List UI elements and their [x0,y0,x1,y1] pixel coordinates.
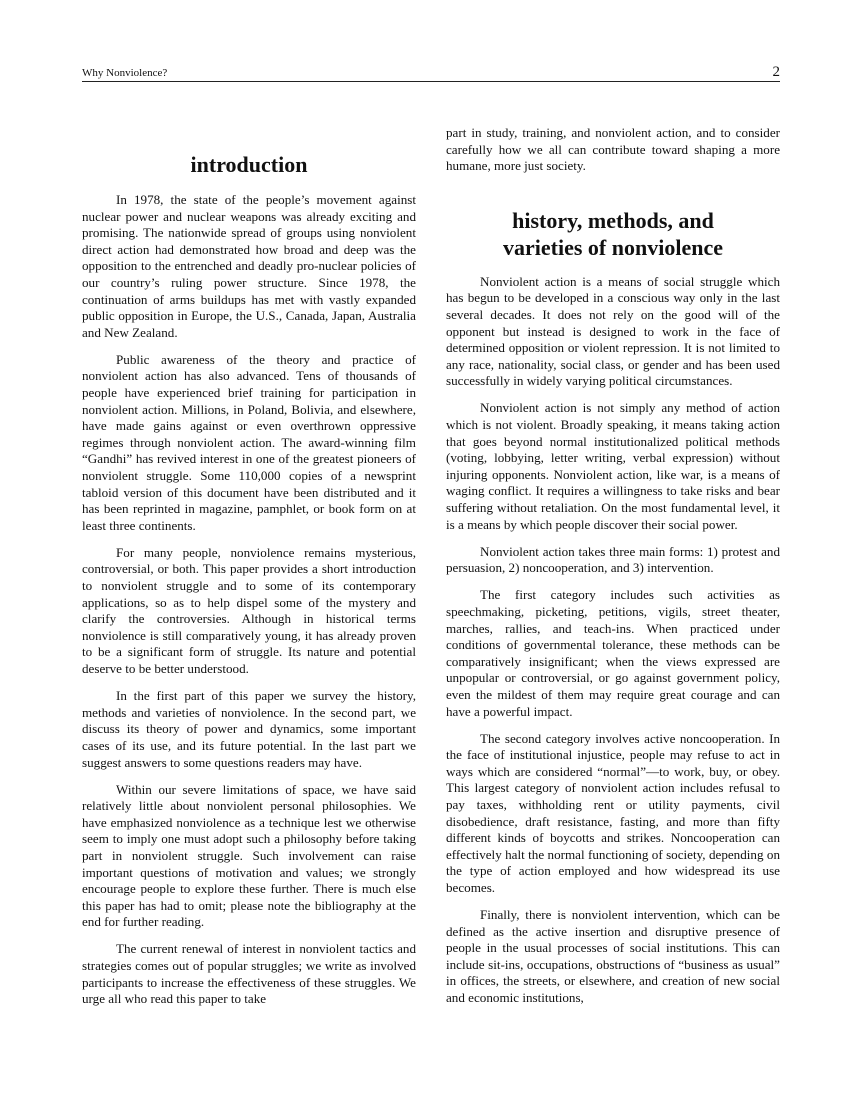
body-paragraph: Nonviolent action is a means of social struggle which has begun to be developed in a conscious way only in the last several decades. It does not rely on the good will of the opponent but instead is designed to work in the face of determined opposition or violent repression. It is not limited to any race, nationality, social class, or gender and has been used successfully in widely varying political circumstances. [446,273,780,389]
body-paragraph: Nonviolent action takes three main forms: 1) protest and persuasion, 2) noncooperation, and 3) intervention. [446,543,780,576]
page-number: 2 [772,64,780,80]
body-paragraph: The second category involves active noncooperation. In the face of institutional injustice, people may refuse to act in ways which are considered “normal”—to work, buy, or obey. This largest category of nonviolent action includes refusal to pay taxes, withholding rent or utility payments, civil disobedience, draft resistance, fasting, and more than fifty different kinds of boycotts and strikes. Noncooperation can effectively halt the normal functioning of society, depending on the type of action employed and how widespread its use becomes. [446,730,780,895]
section-heading-history [446,207,780,261]
body-paragraph: The first category includes such activities as speechmaking, picketing, petitions, vigils, street theater, marches, rallies, and teach-ins. When practiced under conditions of governmental tolerance, these methods can be comparatively insignificant; when the views expressed are unpopular or controversial, or go against government policy, even the mildest of them may require great courage and can have a powerful impact. [446,587,780,719]
body-paragraph: Public awareness of the theory and practice of nonviolent action has also advanced. Tens of thousands of people have experienced brief training for participation in nonviolent action. Millions, in Poland, Bolivia, and elsewhere, have made gains against or even overthrown oppressive regimes through nonviolent action. The award-winning film “Gandhi” has revived interest in one of the greatest pioneers of nonviolent struggle. Some 110,000 copies of a newsprint tabloid version of this document have been distributed and it has been reprinted in magazine, pamphlet, or book form on at least three continents. [82,351,416,533]
right-column [446,125,780,1007]
continued-paragraph: part in study, training, and nonviolent action, and to consider carefully how we all can contribute toward shaping a more humane, more just society. [446,125,780,174]
left-column [82,151,416,1008]
section-heading-introduction: introduction [190,152,308,177]
body-paragraph: The current renewal of interest in nonviolent tactics and strategies comes out of popular struggles; we write as involved participants to increase the effectiveness of these struggles. We urge all who read this paper to take [82,941,416,1007]
body-paragraph: Finally, there is nonviolent intervention, which can be defined as the active insertion and disruptive presence of people in the usual processes of social institutions. This can include sit-ins, occupations, obstructions of “business as usual” in offices, the streets, or elsewhere, and creation of new social and economic institutions, [446,907,780,1006]
heading-line-2: varieties of nonviolence [503,234,723,260]
page-header [82,64,780,82]
heading-line-1: history, methods, and [512,207,714,233]
running-title: Why Nonviolence? [82,67,168,79]
body-paragraph: For many people, nonviolence remains mysterious, controversial, or both. This paper provides a short introduction to nonviolent struggle and to some of its contemporary applications, so as to help dispel some of the mystery and clarify the controversies. Although in historical terms nonviolence is still comparatively young, it has already proven to be a significant form of struggle. Its nature and potential deserve to be better understood. [82,544,416,677]
body-paragraph: In 1978, the state of the people’s movement against nuclear power and nuclear weapons was already exciting and promising. The nationwide spread of groups using nonviolent direct action had demonstrated how broad and deep was the opposition to the entrenched and deadly pro-nuclear policies of our country’s ruling power structure. Since 1978, the continuation of arms buildups has met with vastly expanded public opposition in Europe, the U.S., Canada, Japan, Australia and New Zealand. [82,192,416,340]
body-paragraph: In the first part of this paper we survey the history, methods and varieties of nonviolence. In the second part, we discuss its theory of power and dynamics, some important cases of its use, and its future potential. In the last part we suggest answers to some questions readers may have. [82,688,416,770]
body-paragraph: Within our severe limitations of space, we have said relatively little about nonviolent personal philosophies. We have emphasized nonviolence as a technique lest we otherwise seem to imply one must adopt such a philosophy before taking part in nonviolent struggle. Such involvement can raise important questions of motivation and values; we strongly encourage people to explore these further. There is much else this paper has had to omit; please note the bibliography at the end for further reading. [82,781,416,930]
body-paragraph: Nonviolent action is not simply any method of action which is not violent. Broadly speaking, it means taking action that goes beyond normal institutionalized political methods (voting, lobbying, letter writing, verbal expression) without injuring opponents. Nonviolent action, like war, is a means of waging conflict. It requires a willingness to take risks and bear suffering without retaliation. On the most fundamental level, it is a means by which people discover their social power. [446,400,780,532]
